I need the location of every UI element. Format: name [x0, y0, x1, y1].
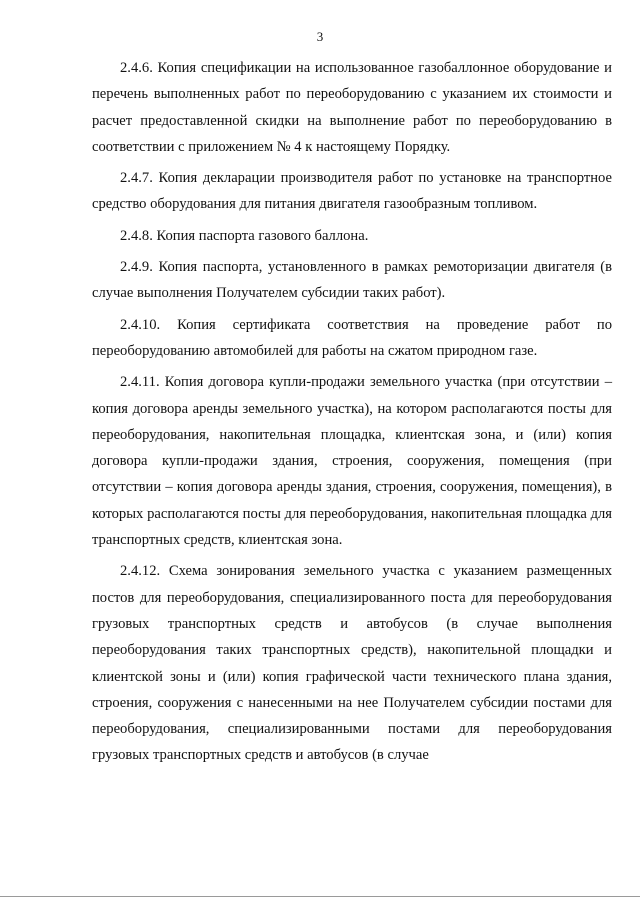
document-body: [92, 55, 612, 774]
page-bottom-edge: [0, 896, 640, 897]
paragraph-2-4-11: 2.4.11. Копия договора купли-продажи земельного участка (при отсутствии – копия договора аренды земельного участка), на котором располагаются посты для переоборудования, накопительная площадка, клиентская зона, и (или) копия договора купли-продажи здания, строения, сооружения, помещения (при отсутствии – копия договора аренды здания, строения, сооружения, помещения), в которых располагаются посты для переоборудования, накопительная площадка для транспортных средств, клиентская зона.: [92, 374, 612, 549]
paragraph-2-4-12: 2.4.12. Схема зонирования земельного участка с указанием размещенных постов для переоборудования, специализированного поста для переоборудования грузовых транспортных средств и автобусов (в случае выполнения переоборудования таких транспортных средств), накопительной площадки и клиентской зоны и (или) копия графической части технического плана здания, строения, сооружения с нанесенными на нее Получателем субсидии постами для переоборудования, специализированными постами для переоборудования грузовых транспортных средств и автобусов (в случае: [92, 563, 612, 764]
paragraph-2-4-6: 2.4.6. Копия спецификации на использованное газобаллонное оборудование и перечень выполненных работ по переоборудованию с указанием их стоимости и расчет предоставленной скидки на выполнение работ по переоборудованию в соответствии с приложением № 4 к настоящему Порядку.: [92, 60, 612, 155]
paragraph-2-4-8: 2.4.8. Копия паспорта газового баллона.: [120, 227, 369, 244]
page-number: 3: [316, 29, 324, 44]
paragraph-2-4-9: 2.4.9. Копия паспорта, установленного в рамках ремоторизации двигателя (в случае выполнения Получателем субсидии таких работ).: [92, 259, 612, 302]
paragraph-2-4-10: 2.4.10. Копия сертификата соответствия на проведение работ по переоборудованию автомобилей для работы на сжатом природном газе.: [92, 316, 612, 359]
paragraph-2-4-7: 2.4.7. Копия декларации производителя работ по установке на транспортное средство оборудования для питания двигателя газообразным топливом.: [92, 170, 612, 213]
